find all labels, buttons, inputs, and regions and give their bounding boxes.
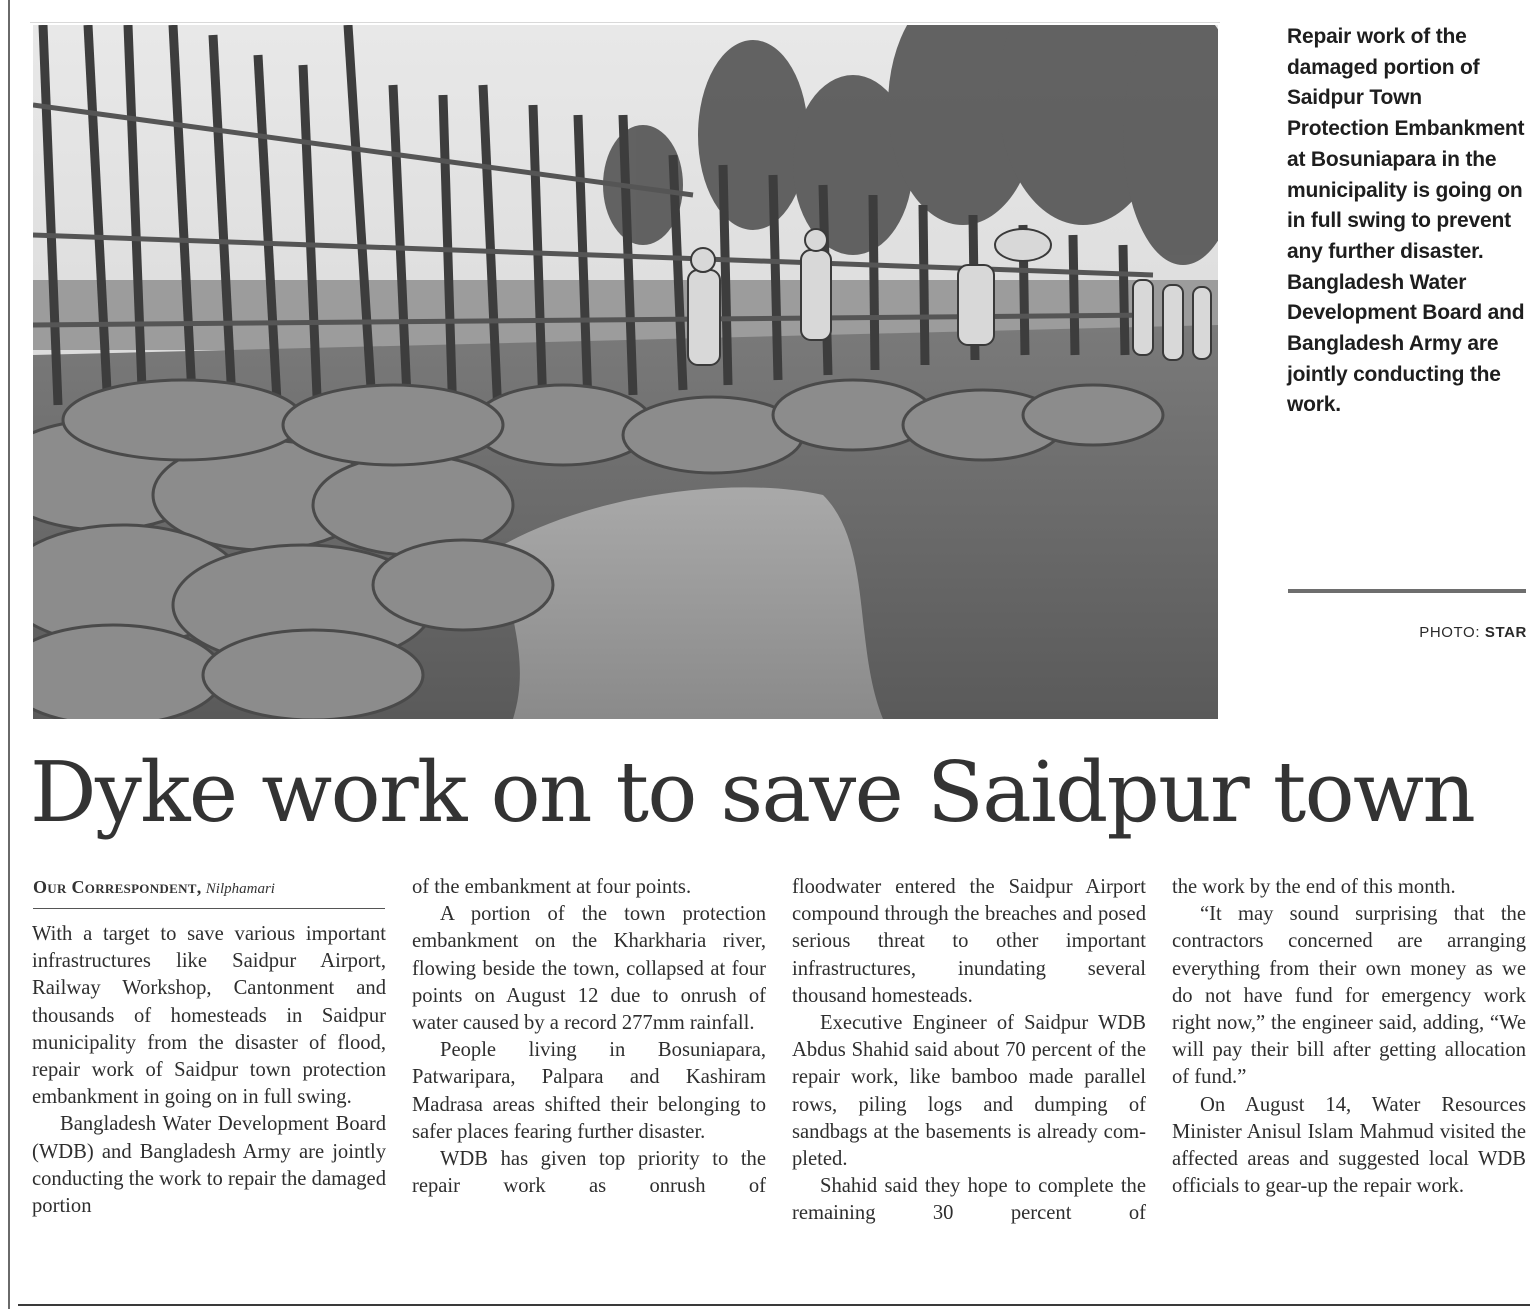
article-paragraph: A portion of the town protection embankment on the Kharkharia river, flowing beside the town, collapsed at four points on August 12 due to onrush of water caused by a record 277mm rainfall. xyxy=(412,903,766,1035)
article-paragraph: Shahid said they hope to complete the remaining 30 percent of xyxy=(792,1175,1146,1225)
byline-name: Our Correspondent, xyxy=(33,877,202,897)
article-paragraph: People living in Bosuniapara, Patwaripara, Palpara and Kashiram Madrasa areas shifted their belonging to safer places fearing further disaster. xyxy=(412,1039,766,1143)
article-paragraph: WDB has given top priority to the repair work as onrush of xyxy=(412,1148,766,1198)
article-paragraph: Bangladesh Water Development Board (WDB) and Bangladesh Army are jointly conducting the work to repair the damaged portion xyxy=(32,1113,386,1218)
article-paragraph: the work by the end of this month. xyxy=(1172,876,1456,898)
article-paragraph: Executive Engineer of Saidpur WDB Abdus Shahid said about 70 percent of the repair work, like bamboo made parallel rows, piling logs and dumping of sandbags at the basements is already completed. xyxy=(792,1012,1146,1171)
article-column-3 xyxy=(792,874,1146,1228)
article-paragraph: With a target to save various important infrastructures like Saidpur Airport, Railway Workshop, Cantonment and thousands of homesteads in Saidpur municipality from the disaster of flood, repair work of Saidpur town protection embankment in going on in full swing. xyxy=(32,923,386,1109)
article-paragraph: of the embankment at four points. xyxy=(412,876,692,898)
photo-caption: Repair work of the damaged portion of Saidpur Town Protection Embankment at Bosuniapara in the municipality is going on in full swing to prevent any further disaster. Bangladesh Water Development Board and Bangladesh Army are jointly conducting the work. xyxy=(1287,25,1525,417)
byline xyxy=(33,877,385,898)
caption-divider xyxy=(1288,589,1526,593)
article-paragraph: floodwater entered the Saidpur Airport compound through the breaches and posed serious threat to other important infrastructures, inundating several thousand homesteads. xyxy=(792,876,1146,1007)
headline: Dyke work on to save Saidpur town xyxy=(30,744,1475,841)
top-rule xyxy=(30,22,1220,23)
article-column-2 xyxy=(412,874,766,1200)
article-paragraph: “It may sound surprising that the contractors concerned are arranging everything from their own money as we do not have fund for emergency work right now,” the engineer said, adding, “We will pay their bill after getting allocation of fund.” xyxy=(1172,903,1526,1089)
byline-place: Nilphamari xyxy=(205,881,275,897)
article-column-1 xyxy=(32,921,386,1220)
article-paragraph: On August 14, Water Resources Minister Anisul Islam Mahmud visited the affected areas and suggested local WDB officials to gear-up the repair work. xyxy=(1172,1093,1526,1198)
left-column-rule xyxy=(8,0,10,1309)
article-column-4 xyxy=(1172,874,1526,1200)
byline-rule xyxy=(33,908,385,909)
photo-credit xyxy=(1419,624,1527,641)
bottom-rule xyxy=(18,1304,1530,1306)
photo-credit-source: STAR xyxy=(1484,624,1527,641)
photo-credit-label: PHOTO: xyxy=(1419,624,1481,641)
news-photo xyxy=(33,25,1218,719)
